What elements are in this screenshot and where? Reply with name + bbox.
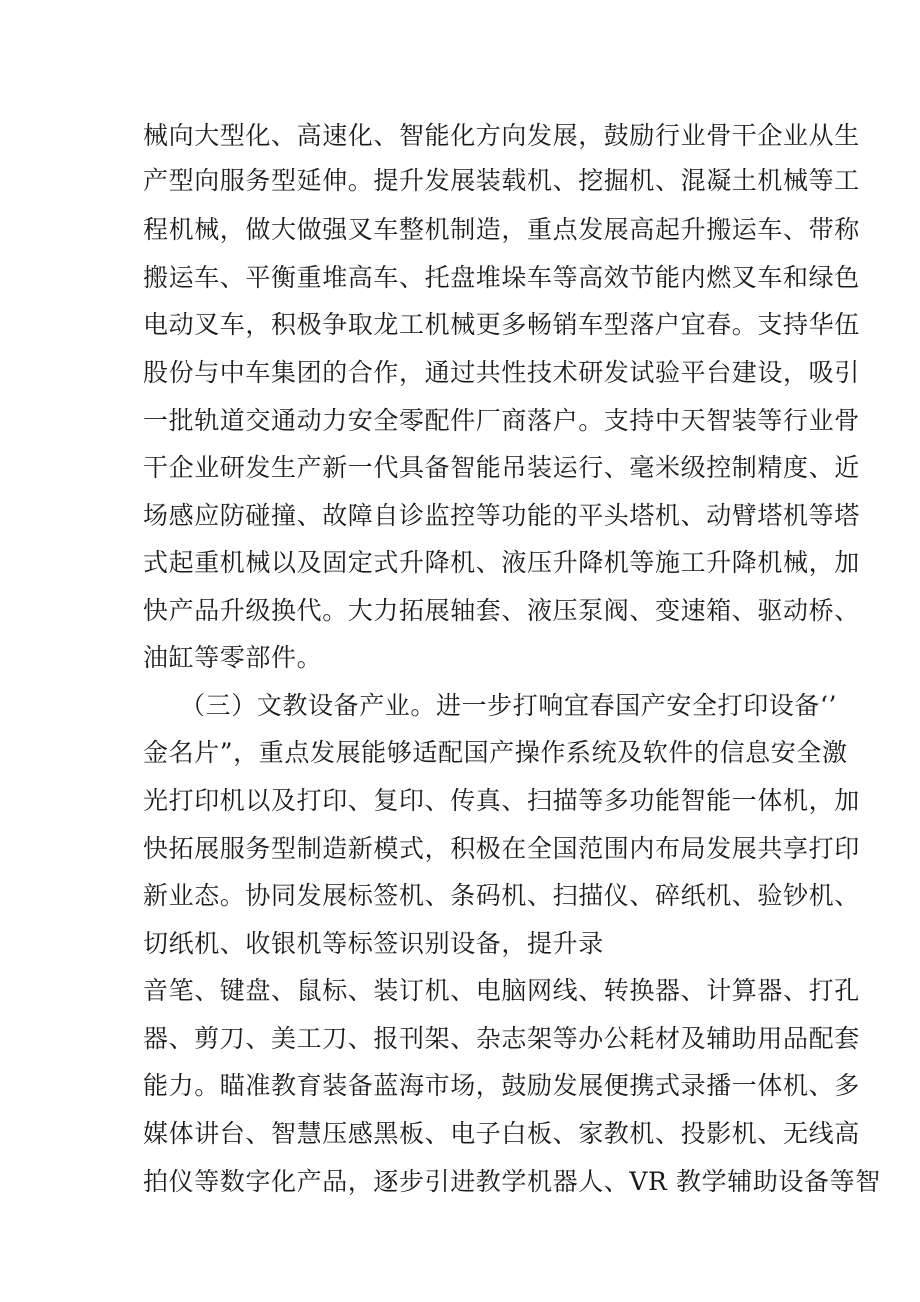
text-line: 搬运车、平衡重堆高车、托盘堆垛车等高效节能内燃叉车和绿色 bbox=[143, 263, 860, 292]
text-line: 能力。瞄准教育装备蓝海市场，鼓励发展便携式录播一体机、多 bbox=[143, 1071, 860, 1100]
text-line: 媒体讲台、智慧压感黑板、电子白板、家教机、投影机、无线高 bbox=[143, 1119, 860, 1148]
text-line: 干企业研发生产新一代具备智能吊装运行、毫米级控制精度、近 bbox=[143, 453, 860, 482]
text-line: 程机械，做大做强叉车整机制造，重点发展高起升搬运车、带称 bbox=[143, 215, 860, 244]
section-heading-line: （三）文教设备产业。进一步打响宜春国产安全打印设备‘’ bbox=[180, 691, 838, 720]
text-line: 音笔、键盘、鼠标、装订机、电脑网线、转换器、计算器、打孔 bbox=[143, 976, 860, 1005]
text-line: 产型向服务型延伸。提升发展装载机、挖掘机、混凝土机械等工 bbox=[143, 166, 860, 195]
text-line: 械向大型化、高速化、智能化方向发展，鼓励行业骨干企业从生 bbox=[143, 121, 860, 150]
text-line: 电动叉车，积极争取龙工机械更多畅销车型落户宜春。支持华伍 bbox=[143, 310, 860, 339]
text-line: 油缸等零部件。 bbox=[143, 643, 323, 672]
text-line: 式起重机械以及固定式升降机、液压升降机等施工升降机械，加 bbox=[143, 548, 860, 577]
text-line: 切纸机、收银机等标签识别设备，提升录 bbox=[143, 929, 604, 958]
text-line: 股份与中车集团的合作，通过共性技术研发试验平台建设，吸引 bbox=[143, 358, 860, 387]
text-line: 场感应防碰撞、故障自诊监控等功能的平头塔机、动臂塔机等塔 bbox=[143, 501, 860, 530]
text-line: 快拓展服务型制造新模式，积极在全国范围内布局发展共享打印 bbox=[143, 834, 860, 863]
text-line: 快产品升级换代。大力拓展轴套、液压泵阀、变速箱、驱动桥、 bbox=[143, 596, 860, 625]
text-line: 光打印机以及打印、复印、传真、扫描等多功能智能一体机，加 bbox=[143, 786, 860, 815]
text-line: 金名片”，重点发展能够适配国产操作系统及软件的信息安全激 bbox=[143, 738, 848, 767]
text-line: 一批轨道交通动力安全零配件厂商落户。支持中天智装等行业骨 bbox=[143, 406, 860, 435]
text-line: 拍仪等数字化产品，逐步引进教学机器人、VR 教学辅助设备等智 bbox=[143, 1167, 881, 1196]
text-line: 新业态。协同发展标签机、条码机、扫描仪、碎纸机、验钞机、 bbox=[143, 881, 860, 910]
text-line: 器、剪刀、美工刀、报刊架、杂志架等办公耗材及辅助用品配套 bbox=[143, 1024, 860, 1053]
